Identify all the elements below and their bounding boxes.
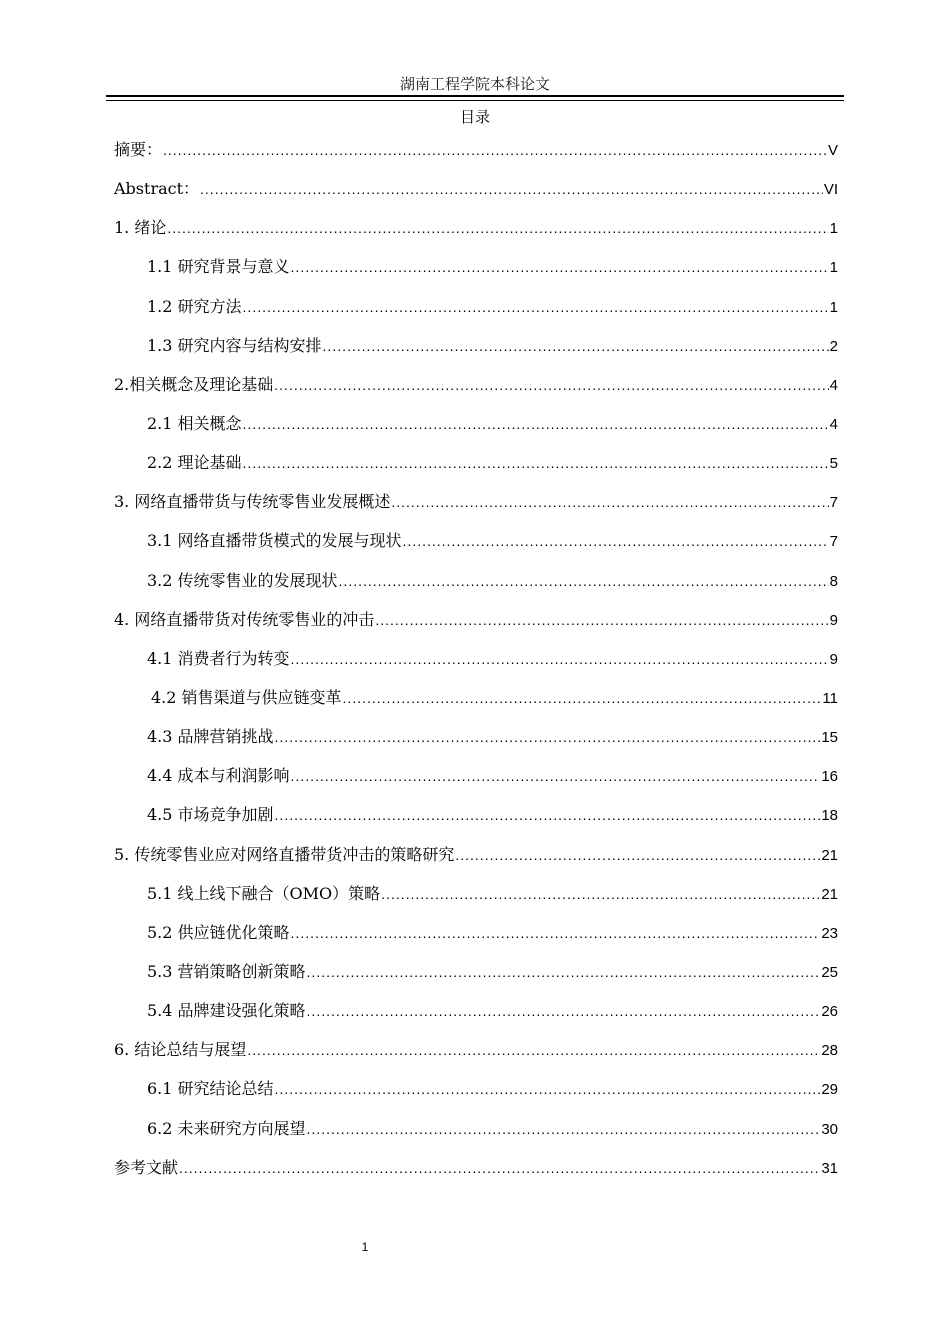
table-of-contents: [114, 137, 838, 1194]
toc-entry-page: 5: [829, 455, 838, 473]
toc-entry-label: 3. 网络直播带货与传统零售业发展概述: [114, 492, 391, 512]
toc-entry-label: 5. 传统零售业应对网络直播带货冲击的策略研究: [114, 844, 455, 864]
toc-entry[interactable]: [114, 646, 838, 685]
toc-dot-leader: [167, 215, 828, 241]
toc-entry[interactable]: [114, 1116, 838, 1155]
toc-entry[interactable]: [114, 489, 838, 528]
running-header: 湖南工程学院本科论文: [399, 75, 550, 93]
toc-entry-label: 2.1 相关概念: [147, 413, 242, 433]
toc-entry-page: 4: [829, 415, 838, 433]
toc-entry[interactable]: [114, 294, 838, 333]
toc-entry-page: 25: [821, 963, 838, 981]
toc-entry-page: 29: [821, 1081, 838, 1099]
toc-entry[interactable]: [114, 1076, 838, 1115]
toc-entry-label: 4.4 成本与利润影响: [147, 766, 290, 786]
toc-entry-page: 11: [822, 689, 838, 707]
toc-entry-label: 摘要：: [114, 140, 163, 159]
toc-entry[interactable]: [114, 920, 838, 959]
toc-entry-label: 1.3 研究内容与结构安排: [147, 335, 322, 355]
toc-entry[interactable]: [114, 411, 838, 450]
toc-entry-label: 2.相关概念及理论基础: [114, 374, 274, 394]
toc-entry-page: 4: [829, 376, 838, 394]
toc-entry-page: 26: [821, 1003, 838, 1021]
toc-entry-label: 5.1 线上线下融合（OMO）策略: [147, 883, 381, 903]
toc-entry-label: 4. 网络直播带货对传统零售业的冲击: [114, 609, 375, 629]
toc-entry-label: Abstract：: [114, 179, 200, 199]
toc-entry-page: 23: [821, 924, 838, 942]
toc-entry-page: 7: [829, 494, 838, 512]
toc-entry-page: 8: [829, 572, 838, 590]
toc-entry-page: 21: [821, 846, 838, 864]
toc-entry[interactable]: [114, 372, 838, 411]
toc-entry-page: 9: [829, 650, 838, 668]
toc-entry[interactable]: [114, 568, 838, 607]
toc-entry-page: 7: [829, 533, 838, 551]
toc-dot-leader: [455, 842, 820, 868]
toc-dot-leader: [375, 607, 828, 633]
toc-entry-label: 5.4 品牌建设强化策略: [147, 1001, 306, 1021]
toc-entry-page: 21: [821, 885, 838, 903]
toc-entry-page: 1: [829, 259, 838, 277]
toc-entry[interactable]: [114, 959, 838, 998]
toc-entry-page: 18: [821, 807, 838, 825]
toc-dot-leader: [403, 528, 829, 554]
toc-entry[interactable]: [114, 528, 838, 567]
toc-entry-label: 4.2 销售渠道与供应链变革: [151, 687, 342, 707]
toc-entry-page: 30: [821, 1120, 838, 1138]
header-rule-thick: [106, 95, 844, 97]
toc-dot-leader: [307, 998, 821, 1024]
toc-entry[interactable]: [114, 881, 838, 920]
toc-entry[interactable]: [114, 137, 838, 176]
toc-entry[interactable]: [114, 998, 838, 1037]
toc-entry[interactable]: [114, 685, 838, 724]
toc-entry[interactable]: [114, 842, 838, 881]
toc-entry[interactable]: [114, 724, 838, 763]
toc-entry-label: 参考文献: [114, 1157, 179, 1177]
toc-entry-label: 1. 绪论: [114, 218, 167, 238]
toc-dot-leader: [247, 1037, 820, 1063]
toc-dot-leader: [275, 724, 821, 750]
toc-entry-page: VI: [823, 181, 838, 199]
toc-dot-leader: [291, 646, 829, 672]
toc-entry-label: 3.2 传统零售业的发展现状: [147, 570, 338, 590]
toc-entry-label: 6. 结论总结与展望: [114, 1040, 247, 1060]
toc-dot-leader: [343, 685, 822, 711]
toc-entry[interactable]: [114, 763, 838, 802]
toc-entry-page: 1: [829, 298, 838, 316]
toc-entry-page: 9: [829, 611, 838, 629]
toc-entry[interactable]: [114, 1155, 838, 1194]
toc-entry-page: 28: [821, 1042, 838, 1060]
toc-dot-leader: [200, 176, 823, 202]
toc-entry[interactable]: [114, 1037, 838, 1076]
toc-dot-leader: [323, 333, 829, 359]
toc-dot-leader: [291, 254, 829, 280]
toc-dot-leader: [381, 881, 820, 907]
toc-dot-leader: [339, 568, 829, 594]
toc-dot-leader: [243, 411, 829, 437]
toc-entry-label: 5.3 营销策略创新策略: [147, 961, 306, 981]
toc-entry[interactable]: [114, 176, 838, 215]
toc-entry-label: 4.1 消费者行为转变: [147, 648, 290, 668]
toc-dot-leader: [307, 1116, 821, 1142]
toc-entry-page: 1: [829, 220, 838, 238]
toc-dot-leader: [179, 1155, 820, 1181]
toc-dot-leader: [391, 489, 828, 515]
toc-entry[interactable]: [114, 333, 838, 372]
toc-dot-leader: [275, 802, 821, 828]
toc-dot-leader: [243, 450, 829, 476]
toc-entry-page: V: [827, 142, 838, 159]
toc-entry[interactable]: [114, 450, 838, 489]
header-rule-thin: [106, 100, 844, 101]
toc-entry-label: 1.2 研究方法: [147, 296, 242, 316]
toc-entry[interactable]: [114, 802, 838, 841]
toc-entry-page: 15: [821, 729, 838, 747]
toc-entry-label: 4.3 品牌营销挑战: [147, 727, 274, 747]
toc-dot-leader: [275, 1076, 821, 1102]
toc-entry[interactable]: [114, 254, 838, 293]
toc-dot-leader: [307, 959, 821, 985]
toc-entry-label: 5.2 供应链优化策略: [147, 922, 290, 942]
toc-entry[interactable]: [114, 215, 838, 254]
toc-entry-label: 6.1 研究结论总结: [147, 1079, 274, 1099]
toc-entry-label: 6.2 未来研究方向展望: [147, 1118, 306, 1138]
toc-entry-label: 3.1 网络直播带货模式的发展与现状: [147, 531, 402, 551]
toc-dot-leader: [274, 372, 828, 398]
toc-entry-label: 4.5 市场竞争加剧: [147, 805, 274, 825]
toc-title: 目录: [459, 108, 490, 126]
page-number: 1: [361, 1240, 369, 1254]
toc-dot-leader: [291, 920, 821, 946]
toc-entry-page: 31: [821, 1159, 838, 1177]
toc-entry[interactable]: [114, 607, 838, 646]
toc-entry-label: 1.1 研究背景与意义: [147, 257, 290, 277]
toc-entry-page: 16: [821, 768, 838, 786]
toc-dot-leader: [163, 137, 827, 163]
toc-dot-leader: [291, 763, 821, 789]
toc-dot-leader: [243, 294, 829, 320]
toc-entry-label: 2.2 理论基础: [147, 453, 242, 473]
toc-entry-page: 2: [829, 337, 838, 355]
